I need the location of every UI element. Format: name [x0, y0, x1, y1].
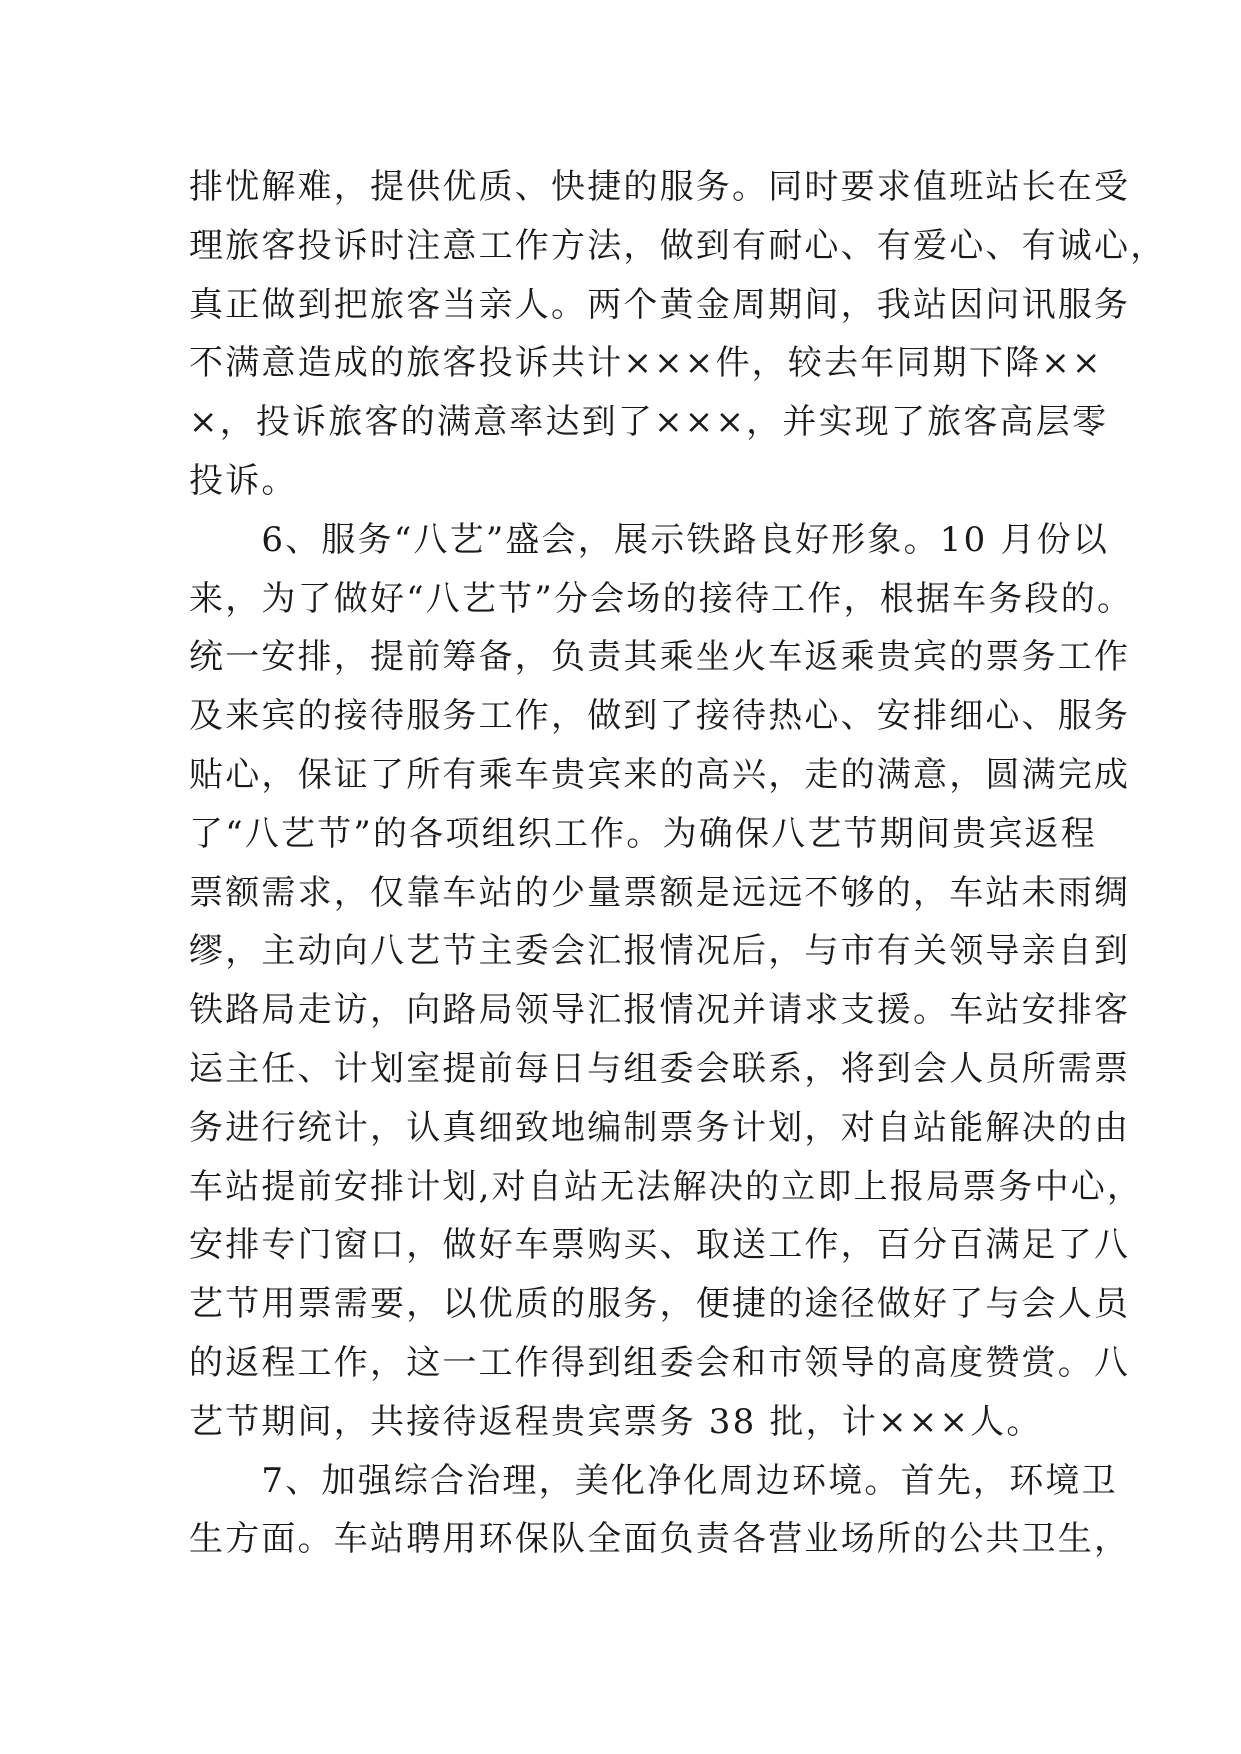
text-line: 真正做到把旅客当亲人。两个黄金周期间，我站因问讯服务 [189, 284, 1131, 325]
text-line: 贴心，保证了所有乘车贵宾来的高兴，走的满意，圆满完成 [189, 754, 1131, 795]
text-line: 运主任、计划室提前每日与组委会联系，将到会人员所需票 [189, 1048, 1131, 1089]
text-line: 生方面。车站聘用环保队全面负责各营业场所的公共卫生， [189, 1519, 1131, 1560]
text-line: ×，投诉旅客的满意率达到了×××，并实现了旅客高层零 [189, 402, 1109, 443]
text-line: 缪，主动向八艺节主委会汇报情况后，与市有关领导亲自到 [189, 931, 1131, 972]
text-line: 的返程工作，这一工作得到组委会和市领导的高度赞赏。八 [189, 1342, 1131, 1383]
text-line: 统一安排，提前筹备，负责其乘坐火车返乘贵宾的票务工作 [189, 637, 1131, 678]
text-line: 排忧解难，提供优质、快捷的服务。同时要求值班站长在受 [189, 167, 1131, 207]
paragraph-7-start: 7、加强综合治理，美化净化周边环境。首先，环境卫 [189, 1460, 1118, 1501]
document-body [189, 158, 1167, 1569]
text-line: 艺节用票需要，以优质的服务，便捷的途径做好了与会人员 [189, 1284, 1131, 1325]
text-line: 铁路局走访，向路局领导汇报情况并请求支援。车站安排客 [189, 990, 1131, 1031]
text-line: 务进行统计，认真细致地编制票务计划，对自站能解决的由 [189, 1107, 1131, 1148]
text-line: 了“八艺节”的各项组织工作。为确保八艺节期间贵宾返程 [189, 813, 1097, 854]
text-line: 安排专门窗口，做好车票购买、取送工作，百分百满足了八 [189, 1225, 1131, 1266]
text-line: 投诉。 [189, 460, 298, 501]
text-line: 及来宾的接待服务工作，做到了接待热心、安排细心、服务 [189, 696, 1131, 737]
paragraph-6-start: 6、服务“八艺”盛会，展示铁路良好形象。10 月份以 [189, 519, 1110, 560]
text-line: 理旅客投诉时注意工作方法，做到有耐心、有爱心、有诚心， [189, 225, 1167, 266]
text-line: 不满意造成的旅客投诉共计×××件，较去年同期下降×× [189, 343, 1103, 384]
text-line: 来，为了做好“八艺节”分会场的接待工作，根据车务段的。 [189, 578, 1134, 619]
text-line: 艺节期间，共接待返程贵宾票务 38 批，计×××人。 [189, 1401, 1043, 1442]
text-line: 票额需求，仅靠车站的少量票额是远远不够的，车站未雨绸 [189, 872, 1131, 913]
text-line: 车站提前安排计划,对自站无法解决的立即上报局票务中心， [189, 1166, 1144, 1207]
